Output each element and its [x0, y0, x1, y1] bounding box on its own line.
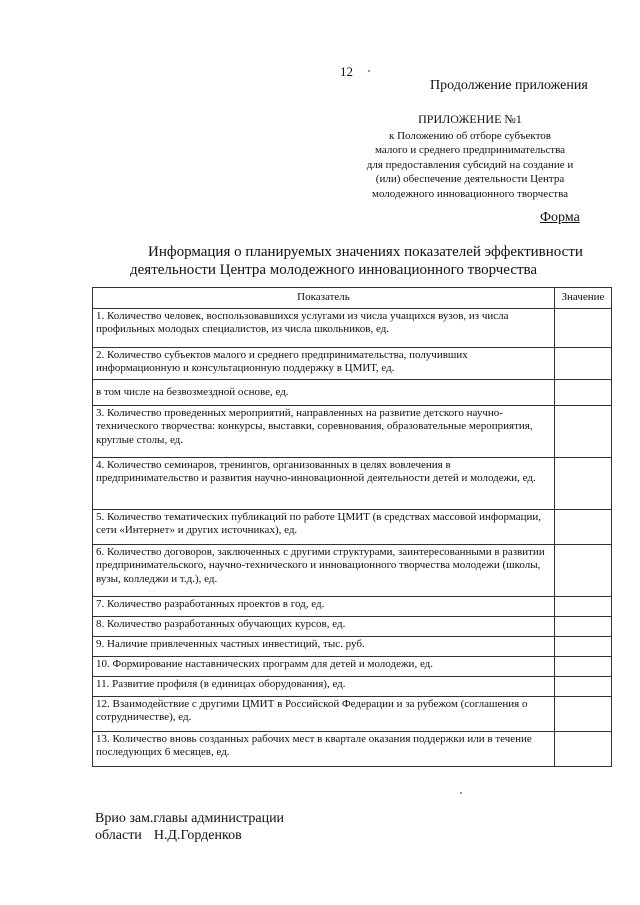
document-title	[130, 243, 600, 279]
table-row	[93, 656, 612, 676]
signature-block	[95, 810, 284, 844]
indicator-cell: 8. Количество разработанных обучающих курсов, ед.	[93, 616, 555, 636]
table-row	[93, 616, 612, 636]
document-title-line1: Информация о планируемых значениях показателей эффективности	[148, 244, 583, 260]
value-cell	[555, 308, 612, 347]
indicator-cell: 10. Формирование наставнических программ для детей и молодежи, ед.	[93, 656, 555, 676]
appendix-block	[330, 112, 610, 201]
column-header-indicator: Показатель	[93, 288, 555, 309]
table-row	[93, 596, 612, 616]
indicator-cell: в том числе на безвозмездной основе, ед.	[93, 379, 555, 405]
value-cell	[555, 379, 612, 405]
table-row	[93, 308, 612, 347]
indicator-cell: 3. Количество проведенных мероприятий, направленных на развитие детского научно-технического творчества: конкурсы, выставки, соревнования, образовательные мероприятия, круглые столы, ед.	[93, 405, 555, 457]
indicator-cell: 4. Количество семинаров, тренингов, организованных в целях вовлечения в предпринимательство и развития научно-инновационной деятельности детей и молодежи, ед.	[93, 457, 555, 509]
continuation-note: Продолжение приложения	[430, 78, 588, 93]
value-cell	[555, 676, 612, 696]
appendix-title: ПРИЛОЖЕНИЕ №1	[418, 112, 522, 126]
table-row	[93, 696, 612, 731]
appendix-line: малого и среднего предпринимательства	[374, 144, 566, 156]
value-cell	[555, 457, 612, 509]
table-row	[93, 509, 612, 544]
appendix-line: молодежного инновационного творчества	[371, 187, 569, 200]
indicator-cell: 6. Количество договоров, заключенных с другими структурами, заинтересованными в развитии предпринимательского, научно-технического и инновационного творчества молодежи (школы, вузы, колледжи и т.д.), ед.	[93, 544, 555, 596]
indicator-cell: 12. Взаимодействие с другими ЦМИТ в Российской Федерации и за рубежом (соглашения о сотрудничестве), ед.	[93, 696, 555, 731]
indicators-table	[92, 287, 612, 767]
signature-region: области	[95, 828, 142, 843]
value-cell	[555, 636, 612, 656]
table-header-row	[93, 288, 612, 309]
appendix-line: к Положению об отборе субъектов	[389, 129, 551, 142]
indicator-cell: 2. Количество субъектов малого и среднего предпринимательства, получивших информационную и консультационную поддержку в ЦМИТ, ед.	[93, 347, 555, 379]
value-cell	[555, 616, 612, 636]
signature-line2	[95, 827, 284, 844]
page-number: 12	[340, 64, 353, 79]
indicator-cell: 9. Наличие привлеченных частных инвестиций, тыс. руб.	[93, 636, 555, 656]
appendix-line: для предоставления субсидий на создание и	[366, 158, 574, 171]
value-cell	[555, 696, 612, 731]
value-cell	[555, 596, 612, 616]
signature-name: Н.Д.Горденков	[153, 828, 242, 843]
table-row	[93, 731, 612, 766]
column-header-value: Значение	[555, 288, 612, 309]
indicator-cell: 1. Количество человек, воспользовавшихся услугами из числа учащихся вузов, из числа профильных молодых специалистов, из числа школьников, ед.	[93, 308, 555, 347]
scan-speck	[460, 792, 462, 794]
table-row	[93, 379, 612, 405]
value-cell	[555, 509, 612, 544]
value-cell	[555, 347, 612, 379]
table-row	[93, 544, 612, 596]
appendix-line: (или) обеспечение деятельности Центра	[375, 173, 565, 185]
indicator-cell: 13. Количество вновь созданных рабочих мест в квартале оказания поддержки или в течение последующих 6 месяцев, ед.	[93, 731, 555, 766]
value-cell	[555, 544, 612, 596]
signature-position: Врио зам.главы администрации	[95, 811, 285, 826]
indicator-cell: 7. Количество разработанных проектов в год, ед.	[93, 596, 555, 616]
form-label: Форма	[540, 210, 580, 225]
table-row	[93, 676, 612, 696]
table-row	[93, 347, 612, 379]
value-cell	[555, 731, 612, 766]
value-cell	[555, 405, 612, 457]
table-row	[93, 405, 612, 457]
document-title-line2: деятельности Центра молодежного инновационного творчества	[130, 262, 538, 278]
scan-speck	[368, 70, 370, 72]
table-row	[93, 457, 612, 509]
indicator-cell: 5. Количество тематических публикаций по работе ЦМИТ (в средствах массовой информации, сети «Интернет» и других источниках), ед.	[93, 509, 555, 544]
value-cell	[555, 656, 612, 676]
table-row	[93, 636, 612, 656]
indicator-cell: 11. Развитие профиля (в единицах оборудования), ед.	[93, 676, 555, 696]
